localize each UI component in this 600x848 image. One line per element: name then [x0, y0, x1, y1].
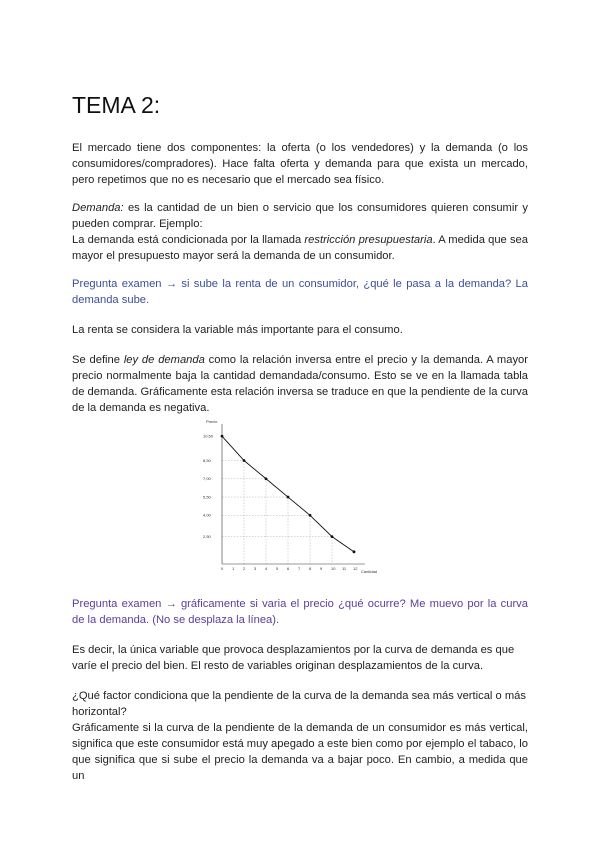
data-point	[243, 459, 246, 462]
ley-text-b: como la relación inversa entre el precio y la demanda. A mayor precio normalmente baja la cantidad demandada/consumo. Esto se ve en la llamada tabla de demanda. Gráficamente esta relación inversa se traduce en que la pendiente de la curva de la demanda es negativa.	[72, 354, 528, 414]
paragraph-ley-demanda	[72, 352, 528, 416]
data-point	[353, 550, 356, 553]
exam-question-renta: Pregunta examen → si sube la renta de un consumidor, ¿qué le pasa a la demanda? La demanda sube.	[72, 278, 528, 306]
x-tick-label: 9	[320, 566, 323, 571]
demanda-definition: es la cantidad de un bien o servicio que los consumidores quieren consumir y pueden comprar. Ejemplo:	[72, 202, 528, 230]
y-tick-label: 5,50	[203, 494, 211, 500]
ley-text-a: Se define	[72, 354, 124, 366]
y-tick-label: 4,00	[203, 512, 211, 518]
x-tick-label: 2	[243, 566, 246, 571]
y-axis-label: Precio	[206, 419, 218, 424]
restriccion-line-a: La demanda está condicionada por la llamada	[72, 234, 305, 246]
x-tick-label: 11	[342, 566, 347, 571]
x-tick-label: 12	[353, 566, 358, 571]
exam-question-precio: Pregunta examen → gráficamente si varia el precio ¿qué ocurre? Me muevo por la curva de la demanda. (No se desplaza la línea).	[72, 598, 528, 626]
paragraph-demanda	[72, 200, 528, 264]
data-point	[331, 535, 334, 538]
x-tick-label: 1	[232, 566, 235, 571]
y-tick-label: 8,50	[203, 457, 211, 463]
x-tick-label: 7	[298, 566, 301, 571]
y-tick-label: 2,50	[203, 534, 211, 540]
x-tick-label: 10	[331, 566, 336, 571]
restriccion-line-b: . A medida que sea mayor el presupuesto mayor será la demanda de un consumidor.	[72, 234, 528, 262]
demand-curve-chart	[200, 416, 378, 578]
x-tick-label: 6	[287, 566, 290, 571]
data-point	[221, 435, 224, 438]
x-tick-label: 8	[309, 566, 312, 571]
term-ley-demanda: ley de demanda	[123, 354, 205, 366]
x-axis-label: Cantidad	[361, 569, 378, 574]
data-point	[265, 477, 268, 480]
paragraph-mercado: El mercado tiene dos componentes: la oferta (o los vendedores) y la demanda (o los consumidores/compradores). Hace falta oferta y demanda para que exista un mercado, pero repetimos que no es necesario que el mercado sea físico.	[72, 142, 528, 186]
x-tick-label: 0	[221, 566, 224, 571]
x-tick-label: 3	[254, 566, 257, 571]
x-tick-label: 5	[276, 566, 279, 571]
term-restriccion: restricción presupuestaria	[304, 234, 433, 246]
paragraph-desplazamientos: Es decir, la única variable que provoca desplazamientos por la curva de demanda es que varíe el precio del bien. El resto de variables originan desplazamientos de la curva.	[72, 644, 515, 672]
paragraph-renta: La renta se considera la variable más importante para el consumo.	[72, 324, 403, 336]
x-tick-label: 4	[265, 566, 268, 571]
data-point	[287, 496, 290, 499]
page-title: TEMA 2:	[72, 92, 161, 118]
paragraph-pendiente: Gráficamente si la curva de la pendiente de la demanda de un consumidor es más vertical, significa que este consumidor está muy apegado a este bien como por ejemplo el tabaco, lo que significa que si sube el precio la demanda va a bajar poco. En cambio, a medida que un	[72, 722, 528, 782]
y-tick-label: 10,50	[203, 433, 214, 439]
data-point	[309, 514, 312, 517]
term-demanda: Demanda:	[72, 202, 124, 214]
y-tick-label: 7,00	[203, 476, 211, 482]
paragraph-factor-question: ¿Qué factor condiciona que la pendiente de la curva de la demanda sea más vertical o más horizontal?	[72, 690, 526, 718]
